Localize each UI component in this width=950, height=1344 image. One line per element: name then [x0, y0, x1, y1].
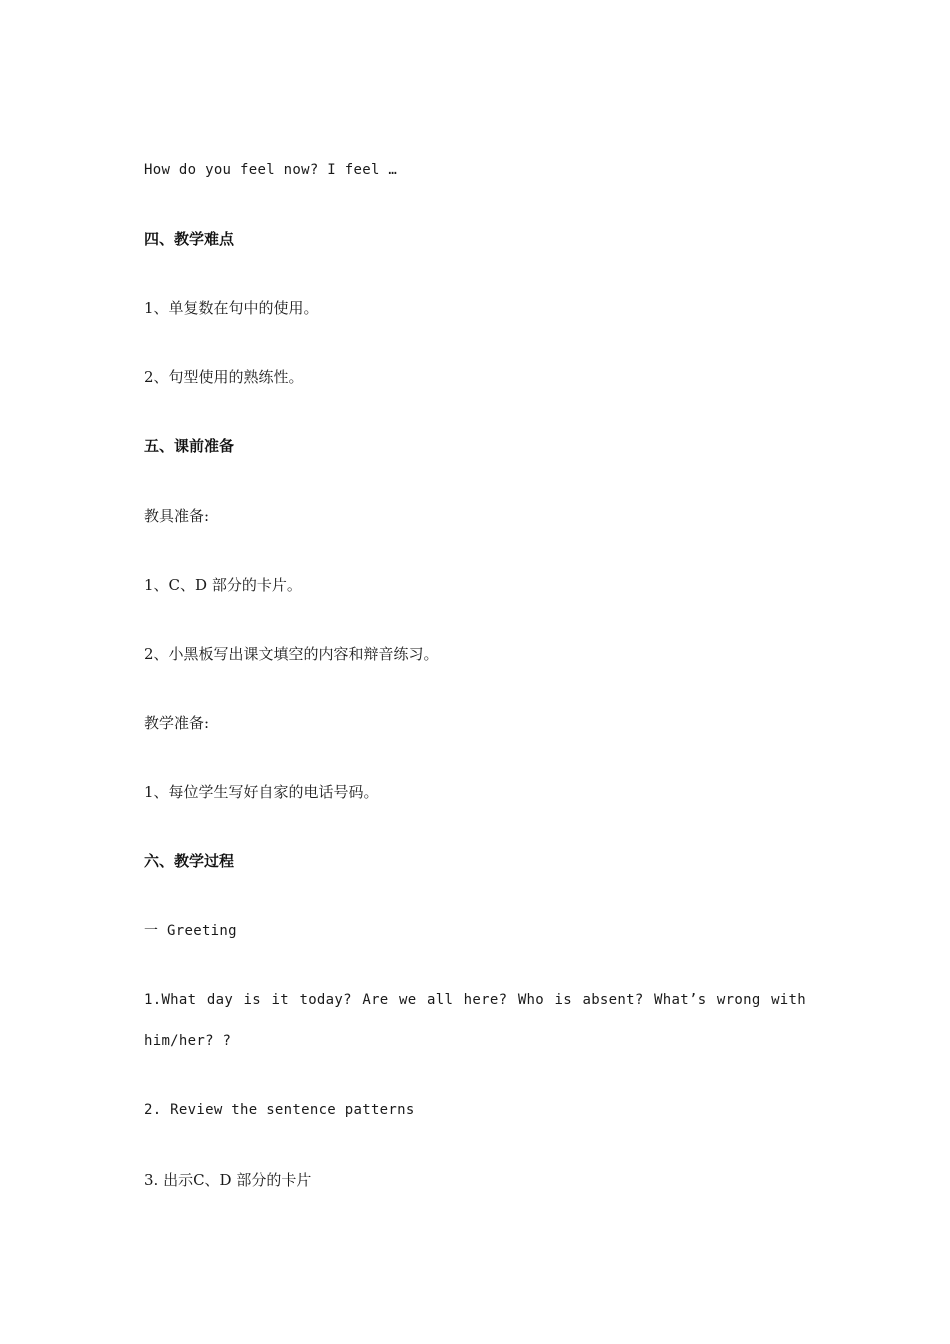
- review-sentence-patterns: 2. Review the sentence patterns: [144, 1102, 415, 1118]
- tools-label: 教具准备:: [144, 507, 210, 525]
- teaching-prep-item-1: 1、每位学生写好自家的电话号码。: [144, 783, 379, 801]
- tools-item-1: 1、C、D 部分的卡片。: [144, 576, 302, 594]
- feel-sentence: How do you feel now? I feel …: [144, 162, 398, 178]
- section-heading-preparation: 五、课前准备: [144, 437, 235, 455]
- difficulty-item-2: 2、句型使用的熟练性。: [144, 368, 304, 386]
- teaching-prep-label: 教学准备:: [144, 714, 210, 732]
- greeting-questions-line-1: 1.What day is it today? Are we all here? Who is absent? What’s wrong with: [144, 992, 806, 1008]
- section-heading-process: 六、教学过程: [144, 852, 235, 870]
- step-greeting-title: 一 Greeting: [144, 923, 237, 939]
- section-heading-difficulties: 四、教学难点: [144, 230, 235, 248]
- tools-item-2: 2、小黑板写出课文填空的内容和辩音练习。: [144, 645, 439, 663]
- show-cards-item: 3. 出示C、D 部分的卡片: [144, 1171, 312, 1189]
- difficulty-item-1: 1、单复数在句中的使用。: [144, 299, 319, 317]
- greeting-questions-line-2: him/her? ?: [144, 1033, 232, 1049]
